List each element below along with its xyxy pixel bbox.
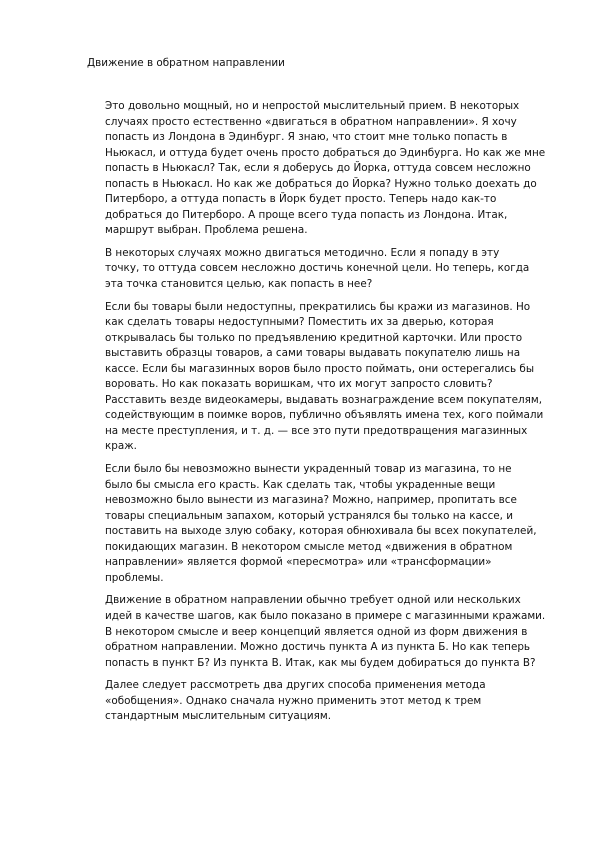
paragraph-line: открывалась бы только по предъявлению кредитной карточки. Или просто: [105, 331, 523, 344]
paragraph-line: В некоторых случаях можно двигаться методично. Если я попаду в эту: [105, 246, 500, 259]
paragraph: [87, 246, 557, 293]
paragraph-line: стандартным мыслительным ситуациям.: [105, 710, 332, 723]
paragraph-line: Если было бы невозможно вынести украденный товар из магазина, то не: [105, 463, 512, 476]
paragraph-line: попасть в Ньюкасл. Но как же добраться до Йорка? Нужно только доехать до: [105, 177, 537, 190]
paragraph-line: товары специальным запахом, который устранялся бы только на кассе, и: [105, 509, 514, 522]
paragraph-line: попасть в Ньюкасл? Так, если я доберусь до Йорка, оттуда совсем несложно: [105, 162, 531, 175]
paragraph: [87, 593, 557, 671]
paragraph-line: попасть в пункт Б? Из пункта В. Итак, как мы будем добираться до пункта В?: [105, 656, 536, 669]
paragraph-line: В некотором смысле и веер концепций является одной из форм движения в: [105, 625, 528, 638]
paragraph-line: кассе. Если бы магазинных воров было просто поймать, они остерегались бы: [105, 362, 535, 375]
document-body: [87, 99, 557, 732]
paragraph: [87, 678, 557, 725]
paragraph: [87, 300, 557, 455]
paragraph-line: эта точка становится целью, как попасть в нее?: [105, 278, 373, 291]
paragraph-line: покидающих магазин. В некотором смысле метод «движения в обратном: [105, 540, 513, 553]
paragraph-line: было бы смысла его красть. Как сделать так, чтобы украденные вещи: [105, 478, 496, 491]
paragraph-line: выставить образцы товаров, а сами товары выдавать покупателю лишь на: [105, 347, 521, 360]
paragraph-line: Движение в обратном направлении обычно требует одной или нескольких: [105, 594, 521, 607]
paragraph-line: случаях просто естественно «двигаться в обратном направлении». Я хочу: [105, 115, 517, 128]
paragraph-line: воровать. Но как показать воришкам, что их могут запросто словить?: [105, 378, 493, 391]
paragraph-line: попасть из Лондона в Эдинбург. Я знаю, что стоит мне только попасть в: [105, 131, 508, 144]
paragraph-line: «обобщения». Однако сначала нужно применить этот метод к трем: [105, 694, 482, 707]
paragraph-line: обратном направлении. Можно достичь пункта А из пункта Б. Но как теперь: [105, 641, 531, 654]
paragraph-line: Расставить везде видеокамеры, выдавать вознаграждение всем покупателям,: [105, 393, 543, 406]
paragraph-line: Ньюкасл, и оттуда будет очень просто добраться до Эдинбурга. Но как же мне: [105, 146, 546, 159]
paragraph: [87, 462, 557, 586]
paragraph-line: содействующим в поимке воров, публично объявлять имена тех, кого поймали: [105, 409, 544, 422]
paragraph-line: как сделать товары недоступными? Поместить их за дверью, которая: [105, 316, 494, 329]
paragraph-line: краж.: [105, 440, 137, 453]
paragraph-line: поставить на выходе злую собаку, которая обнюхивала бы всех покупателей,: [105, 525, 537, 538]
paragraph-line: невозможно было вынести из магазина? Можно, например, пропитать все: [105, 494, 517, 507]
paragraph-line: точку, то оттуда совсем несложно достичь конечной цели. Но теперь, когда: [105, 262, 530, 275]
document-title: Движение в обратном направлении: [87, 57, 285, 69]
paragraph-line: Питерборо, а оттуда попасть в Йорк будет просто. Теперь надо как-то: [105, 193, 497, 206]
paragraph-line: идей в качестве шагов, как было показано в примере с магазинными кражами.: [105, 609, 546, 622]
paragraph-line: проблемы.: [105, 571, 164, 584]
paragraph-line: на месте преступления, и т. д. — все это пути предотвращения магазинных: [105, 424, 528, 437]
paragraph-line: Далее следует рассмотреть два других способа применения метода: [105, 679, 486, 692]
paragraph-line: добраться до Питерборо. А проще всего туда попасть из Лондона. Итак,: [105, 208, 508, 221]
paragraph-line: Это довольно мощный, но и непростой мыслительный прием. В некоторых: [105, 100, 520, 112]
paragraph-line: маршрут выбран. Проблема решена.: [105, 224, 308, 237]
paragraph-line: Если бы товары были недоступны, прекратились бы кражи из магазинов. Но: [105, 300, 531, 313]
paragraph: [87, 99, 557, 239]
paragraph-line: направлении» является формой «пересмотра» или «трансформации»: [105, 556, 492, 569]
